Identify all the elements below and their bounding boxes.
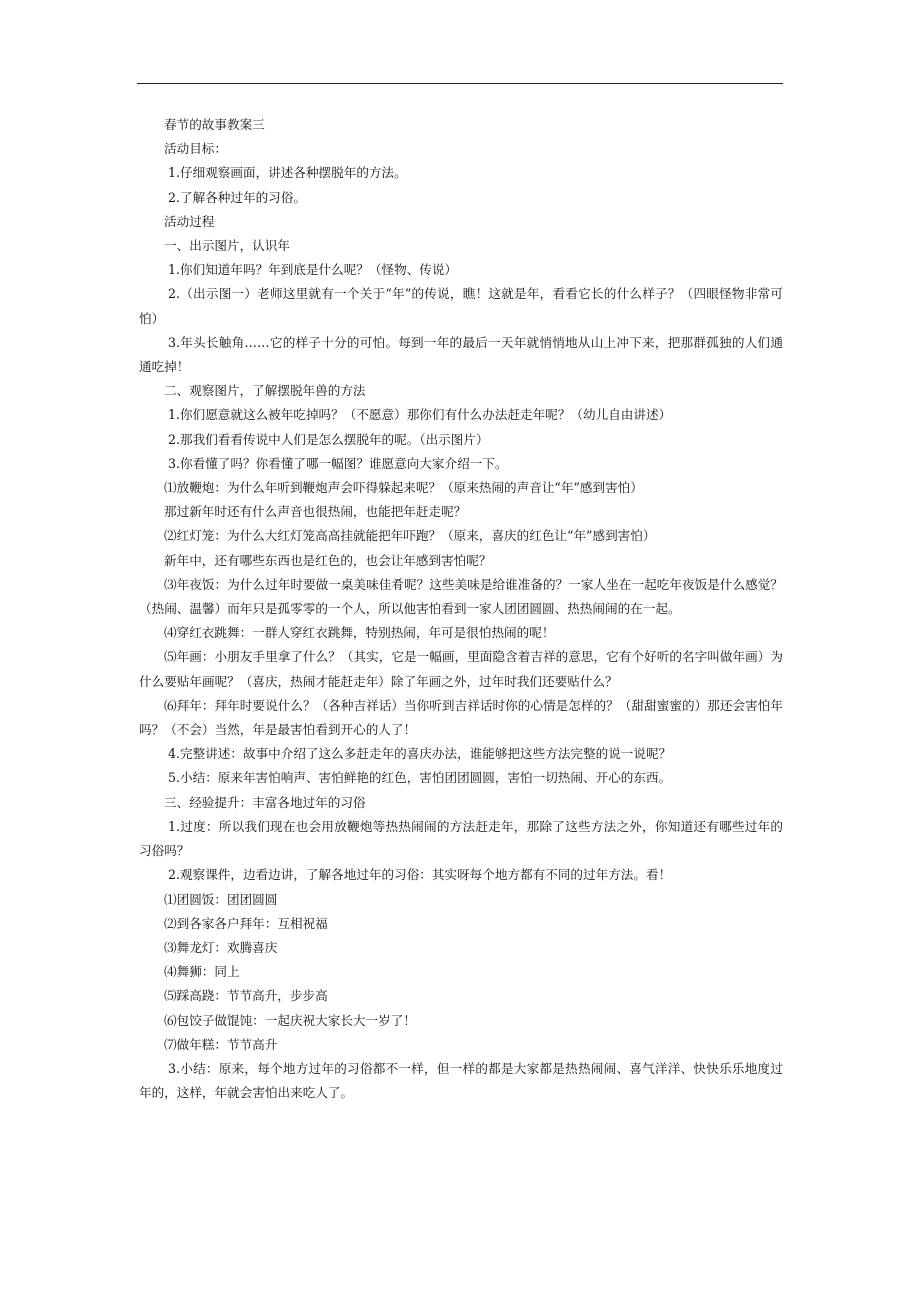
paragraph: 5.小结：原来年害怕响声、害怕鲜艳的红色，害怕团团圆圆，害怕一切热闹、开心的东西。 — [168, 770, 672, 786]
paragraph: 1.你们知道年吗？年到底是什么呢？（怪物、传说） — [168, 262, 458, 278]
paragraph: 活动过程 — [164, 213, 215, 229]
list-item: ⑸踩高跷：节节高升，步步高 — [164, 988, 328, 1004]
paragraph: 2.那我们看看传说中人们是怎么摆脱年的呢。（出示图片） — [168, 431, 489, 447]
paragraph: ⑹拜年：拜年时要说什么？（各种吉祥话）当你听到吉祥话时你的心情是怎样的？（甜甜蜜蜜的）那还会害怕年吗？（不会）当然，年是最害怕看到开心的人了！ — [139, 697, 783, 738]
paragraph: 2.（出示图一）老师这里就有一个关于“年”的传说，瞧！这就是年，看看它长的什么样子？（四眼怪物非常可怕） — [139, 286, 783, 326]
paragraph: 1.过度：所以我们现在也会用放鞭炮等热热闹闹的方法赶走年，那除了这些方法之外，你知道还有哪些过年的习俗吗？ — [139, 818, 783, 859]
paragraph: 活动目标： — [164, 141, 227, 157]
section-heading: 二、观察图片，了解摆脱年兽的方法 — [164, 383, 366, 399]
paragraph: 3.年头长触角……它的样子十分的可怕。每到一年的最后一天年就悄悄地从山上冲下来，把那群孤独的人们通通吃掉！ — [139, 334, 783, 375]
list-item: ⑵到各家各户拜年：互相祝福 — [164, 915, 328, 931]
paragraph: 2.观察课件，边看边讲，了解各地过年的习俗：其实呀每个地方都有不同的过年方法。看！ — [168, 867, 672, 883]
list-item: ⑶舞龙灯：欢腾喜庆 — [164, 939, 278, 955]
paragraph: 新年中，还有哪些东西也是红色的，也会让年感到害怕呢？ — [164, 552, 492, 568]
paragraph: 2.了解各种过年的习俗。 — [168, 189, 306, 205]
paragraph: ⑷穿红衣跳舞：一群人穿红衣跳舞，特别热闹，年可是很怕热闹的呢！ — [164, 625, 555, 641]
section-heading: 一、出示图片，认识年 — [164, 238, 290, 254]
document-title: 春节的故事教案三 — [164, 117, 265, 132]
paragraph: 那过新年时还有什么声音也很热闹，也能把年赶走呢？ — [164, 504, 467, 520]
paragraph: 3.你看懂了吗？你看懂了哪一幅图？谁愿意向大家介绍一下。 — [168, 455, 508, 471]
section-heading: 三、经验提升：丰富各地过年的习俗 — [164, 794, 366, 810]
paragraph: 4.完整讲述：故事中介绍了这么多赶走年的喜庆办法，谁能够把这些方法完整的说一说呢？ — [168, 746, 672, 762]
header-rule — [137, 83, 783, 84]
list-item: ⑺做年糕：节节高升 — [164, 1036, 278, 1052]
list-item: ⑹包饺子做馄饨：一起庆祝大家长大一岁了！ — [164, 1012, 416, 1028]
paragraph: ⑸年画：小朋友手里拿了什么？（其实，它是一幅画，里面隐含着吉祥的意思，它有个好听的名字叫做年画）为什么要贴年画呢？（喜庆，热闹才能赶走年）除了年画之外，过年时我们还要贴什么？ — [139, 649, 783, 689]
list-item: ⑴团圆饭：团团圆圆 — [164, 891, 278, 907]
paragraph: 3.小结：原来，每个地方过年的习俗都不一样，但一样的都是大家都是热热闹闹、喜气洋洋、快快乐乐地度过年的，这样，年就会害怕出来吃人了。 — [139, 1060, 783, 1101]
paragraph: ⑵红灯笼：为什么大红灯笼高高挂就能把年吓跑？（原来，喜庆的红色让“年”感到害怕） — [164, 528, 656, 544]
document-body — [139, 113, 783, 1105]
paragraph: ⑶年夜饭：为什么过年时要做一桌美味佳肴呢？这些美味是给谁准备的？一家人坐在一起吃年夜饭是什么感觉？（热闹、温馨）而年只是孤零零的一个人，所以他害怕看到一家人团团圆圆、热热闹闹的在一起。 — [139, 576, 783, 617]
list-item: ⑷舞狮：同上 — [164, 964, 240, 980]
paragraph: 1.你们愿意就这么被年吃掉吗？（不愿意）那你们有什么办法赶走年呢？（幼儿自由讲述） — [168, 407, 672, 423]
paragraph: 1.仔细观察画面，讲述各种摆脱年的方法。 — [168, 165, 407, 181]
paragraph: ⑴放鞭炮：为什么年听到鞭炮声会吓得躲起来呢？（原来热闹的声音让“年”感到害怕） — [164, 480, 643, 496]
